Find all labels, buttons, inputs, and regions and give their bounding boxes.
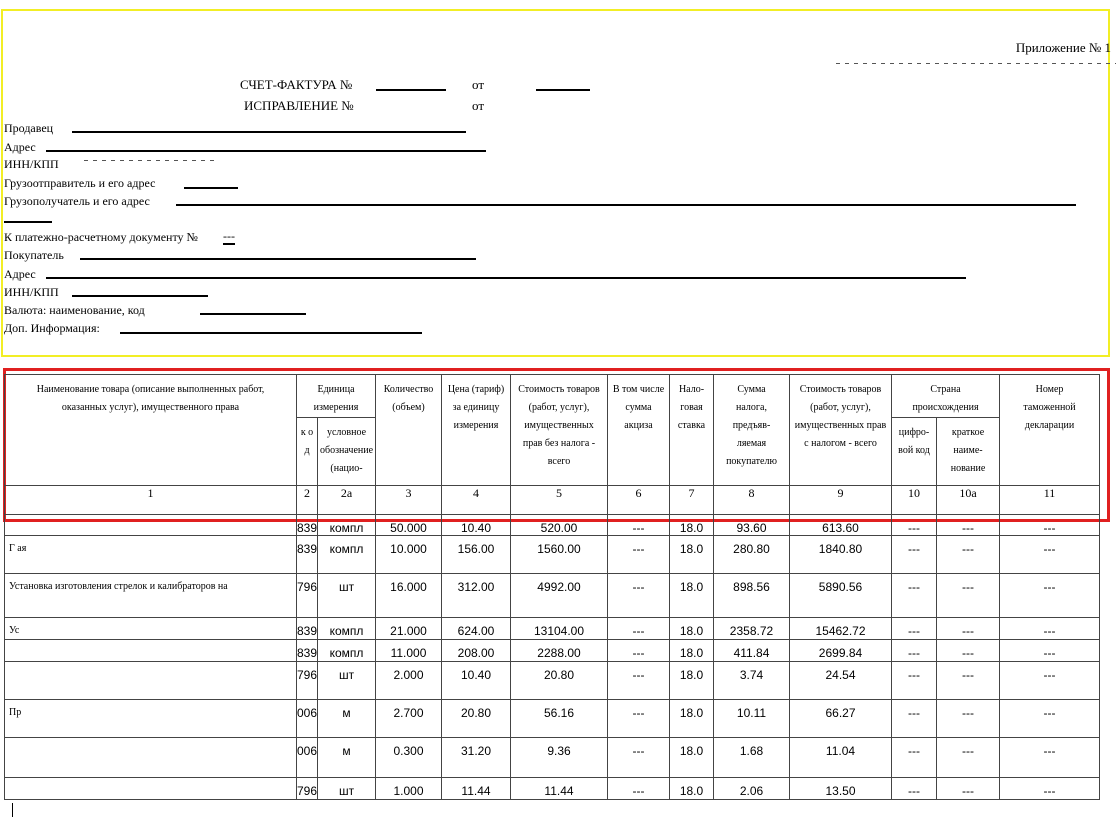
cell-quantity: 2.700 (376, 700, 442, 738)
col-header-country-name: краткое наиме- нование (937, 418, 1000, 486)
invoice-title: СЧЕТ-ФАКТУРА № (240, 77, 353, 92)
cell-unit-code: 796 (297, 778, 318, 800)
cell-unit-symbol: компл (318, 536, 376, 574)
seller-address-value (46, 150, 486, 152)
cell-price: 624.00 (442, 618, 511, 640)
cell-total-amount: 13.50 (790, 778, 892, 800)
col-header-unit-symbol: условное обозначение (нацио- (318, 418, 376, 486)
col-header-rate: Нало- говая ставка (670, 375, 714, 486)
buyer-inn-kpp-value (72, 295, 208, 297)
col-header-declaration: Номер таможенной декларации (1000, 375, 1100, 486)
col-header-unit-code: к о д (297, 418, 318, 486)
cell-unit-code: 796 (297, 574, 318, 618)
table-row (5, 700, 1100, 738)
cell-amount: 13104.00 (511, 618, 608, 640)
text-cursor (12, 803, 13, 817)
consignee-value-line2 (4, 221, 52, 223)
redacted-appendix-subtitle (836, 63, 1116, 64)
cell-country-name: --- (937, 778, 1000, 800)
cell-declaration-number: --- (1000, 574, 1100, 618)
cell-country-code: --- (892, 738, 937, 778)
cell-tax-rate: 18.0 (670, 778, 714, 800)
seller-value (72, 131, 466, 133)
cell-price: 312.00 (442, 574, 511, 618)
col-number: 10а (937, 486, 1000, 515)
cell-total-amount: 5890.56 (790, 574, 892, 618)
cell-quantity: 0.300 (376, 738, 442, 778)
col-number: 3 (376, 486, 442, 515)
cell-quantity: 1.000 (376, 778, 442, 800)
cell-unit-symbol: шт (318, 662, 376, 700)
col-header-tax: Сумма налога, предъяв- ляемая покупателю (714, 375, 790, 486)
cell-quantity: 21.000 (376, 618, 442, 640)
cell-tax-rate: 18.0 (670, 536, 714, 574)
cell-country-name: --- (937, 574, 1000, 618)
cell-amount: 9.36 (511, 738, 608, 778)
cell-excise: --- (608, 778, 670, 800)
cell-country-code: --- (892, 515, 937, 536)
currency-value (200, 313, 306, 315)
cell-tax-amount: 10.11 (714, 700, 790, 738)
cell-unit-symbol: компл (318, 640, 376, 662)
table-row (5, 574, 1100, 618)
col-header-price: Цена (тариф) за единицу измерения (442, 375, 511, 486)
cell-tax-rate: 18.0 (670, 662, 714, 700)
col-number: 2 (297, 486, 318, 515)
table-row (5, 515, 1100, 536)
cell-quantity: 2.000 (376, 662, 442, 700)
cell-country-name: --- (937, 662, 1000, 700)
cell-excise: --- (608, 700, 670, 738)
cell-tax-amount: 898.56 (714, 574, 790, 618)
correction-title: ИСПРАВЛЕНИЕ № (244, 98, 354, 113)
cell-tax-amount: 411.84 (714, 640, 790, 662)
cell-declaration-number: --- (1000, 700, 1100, 738)
col-header-qty: Количество (объем) (376, 375, 442, 486)
cell-price: 10.40 (442, 662, 511, 700)
cell-amount: 56.16 (511, 700, 608, 738)
table-row (5, 738, 1100, 778)
col-number: 9 (790, 486, 892, 515)
cell-country-name: --- (937, 738, 1000, 778)
table-row (5, 640, 1100, 662)
cell-total-amount: 1840.80 (790, 536, 892, 574)
cell-price: 20.80 (442, 700, 511, 738)
cell-country-code: --- (892, 618, 937, 640)
invoice-rows (5, 515, 1100, 800)
payment-doc-label: К платежно-расчетному документу № (4, 230, 198, 244)
cell-tax-amount: 2.06 (714, 778, 790, 800)
cell-unit-symbol: компл (318, 618, 376, 640)
correction-from-label: от (472, 98, 485, 113)
seller-inn-kpp-value (84, 160, 214, 161)
col-number: 1 (5, 486, 297, 515)
cell-unit-symbol: шт (318, 778, 376, 800)
header-highlight-box (1, 9, 1110, 357)
col-header-sum: Стоимость товаров (работ, услуг), имущественных прав без налога - всего (511, 375, 608, 486)
invoice-table (4, 374, 1100, 800)
currency-label: Валюта: наименование, код (4, 303, 145, 317)
cell-unit-code: 796 (297, 662, 318, 700)
cell-tax-rate: 18.0 (670, 618, 714, 640)
col-header-excise: В том числе сумма акциза (608, 375, 670, 486)
cell-item-name: Установка изготовления стрелок и калибраторов на (5, 574, 297, 618)
buyer-inn-kpp-label: ИНН/КПП (4, 285, 59, 299)
cell-declaration-number: --- (1000, 738, 1100, 778)
consignee-value-line1 (176, 204, 1076, 206)
cell-country-code: --- (892, 700, 937, 738)
col-number: 11 (1000, 486, 1100, 515)
col-header-name: Наименование товара (описание выполненных работ, оказанных услуг), имущественного права (5, 375, 297, 486)
col-number: 7 (670, 486, 714, 515)
cell-unit-code: 839 (297, 515, 318, 536)
col-number: 4 (442, 486, 511, 515)
column-number-row (5, 486, 1100, 515)
col-number: 8 (714, 486, 790, 515)
cell-unit-symbol: м (318, 700, 376, 738)
cell-total-amount: 66.27 (790, 700, 892, 738)
col-header-total: Стоимость товаров (работ, услуг), имущественных прав с налогом - всего (790, 375, 892, 486)
cell-quantity: 11.000 (376, 640, 442, 662)
table-row (5, 662, 1100, 700)
cell-quantity: 16.000 (376, 574, 442, 618)
cell-price: 156.00 (442, 536, 511, 574)
cell-tax-rate: 18.0 (670, 640, 714, 662)
cell-country-name: --- (937, 536, 1000, 574)
cell-country-name: --- (937, 640, 1000, 662)
cell-excise: --- (608, 640, 670, 662)
seller-address-label: Адрес (4, 140, 36, 154)
cell-item-name: Ус (5, 618, 297, 640)
cell-declaration-number: --- (1000, 662, 1100, 700)
cell-excise: --- (608, 662, 670, 700)
extra-info-value (120, 332, 422, 334)
invoice-number-value (376, 80, 446, 91)
cell-tax-rate: 18.0 (670, 738, 714, 778)
cell-total-amount: 24.54 (790, 662, 892, 700)
seller-inn-kpp-label: ИНН/КПП (4, 157, 59, 171)
cell-price: 10.40 (442, 515, 511, 536)
col-header-country: Страна происхождения (892, 375, 1000, 418)
cell-excise: --- (608, 618, 670, 640)
col-number: 10 (892, 486, 937, 515)
col-number: 6 (608, 486, 670, 515)
seller-label: Продавец (4, 121, 54, 135)
cell-unit-code: 006 (297, 700, 318, 738)
cell-declaration-number: --- (1000, 536, 1100, 574)
cell-excise: --- (608, 574, 670, 618)
cell-declaration-number: --- (1000, 640, 1100, 662)
cell-total-amount: 613.60 (790, 515, 892, 536)
cell-item-name (5, 738, 297, 778)
consignee-label: Грузополучатель и его адрес (4, 194, 150, 208)
cell-amount: 520.00 (511, 515, 608, 536)
cell-excise: --- (608, 536, 670, 574)
cell-amount: 1560.00 (511, 536, 608, 574)
shipper-value (184, 187, 238, 189)
cell-total-amount: 11.04 (790, 738, 892, 778)
col-number: 2а (318, 486, 376, 515)
cell-declaration-number: --- (1000, 618, 1100, 640)
cell-total-amount: 15462.72 (790, 618, 892, 640)
cell-item-name (5, 515, 297, 536)
buyer-address-label: Адрес (4, 267, 36, 281)
cell-declaration-number: --- (1000, 778, 1100, 800)
cell-declaration-number: --- (1000, 515, 1100, 536)
buyer-value (80, 258, 476, 260)
cell-tax-rate: 18.0 (670, 515, 714, 536)
cell-item-name (5, 662, 297, 700)
cell-price: 31.20 (442, 738, 511, 778)
payment-doc-value: --- (223, 229, 235, 243)
cell-tax-amount: 3.74 (714, 662, 790, 700)
cell-item-name: Пр (5, 700, 297, 738)
cell-unit-symbol: м (318, 738, 376, 778)
cell-amount: 11.44 (511, 778, 608, 800)
cell-unit-code: 839 (297, 640, 318, 662)
cell-country-code: --- (892, 574, 937, 618)
cell-excise: --- (608, 515, 670, 536)
cell-amount: 2288.00 (511, 640, 608, 662)
invoice-date-value (536, 80, 590, 91)
cell-country-name: --- (937, 700, 1000, 738)
cell-tax-amount: 280.80 (714, 536, 790, 574)
cell-item-name (5, 778, 297, 800)
buyer-label: Покупатель (4, 248, 64, 262)
cell-quantity: 50.000 (376, 515, 442, 536)
table-row (5, 778, 1100, 800)
cell-tax-amount: 1.68 (714, 738, 790, 778)
shipper-label: Грузоотправитель и его адрес (4, 176, 156, 190)
cell-tax-rate: 18.0 (670, 700, 714, 738)
cell-item-name: Г ая (5, 536, 297, 574)
table-row (5, 536, 1100, 574)
cell-country-name: --- (937, 618, 1000, 640)
cell-country-code: --- (892, 778, 937, 800)
appendix-label: Приложение № 1 (1015, 40, 1111, 55)
cell-item-name (5, 640, 297, 662)
table-row (5, 618, 1100, 640)
cell-total-amount: 2699.84 (790, 640, 892, 662)
buyer-address-value (46, 277, 966, 279)
cell-amount: 20.80 (511, 662, 608, 700)
col-header-unit: Единица измерения (297, 375, 376, 418)
cell-amount: 4992.00 (511, 574, 608, 618)
col-number: 5 (511, 486, 608, 515)
cell-tax-rate: 18.0 (670, 574, 714, 618)
cell-price: 11.44 (442, 778, 511, 800)
cell-unit-symbol: шт (318, 574, 376, 618)
cell-country-name: --- (937, 515, 1000, 536)
cell-excise: --- (608, 738, 670, 778)
cell-unit-code: 839 (297, 536, 318, 574)
cell-unit-symbol: компл (318, 515, 376, 536)
extra-info-label: Доп. Информация: (4, 321, 100, 335)
cell-unit-code: 006 (297, 738, 318, 778)
cell-unit-code: 839 (297, 618, 318, 640)
invoice-from-label: от (472, 77, 485, 92)
cell-tax-amount: 2358.72 (714, 618, 790, 640)
cell-price: 208.00 (442, 640, 511, 662)
cell-country-code: --- (892, 640, 937, 662)
cell-quantity: 10.000 (376, 536, 442, 574)
col-header-country-code: цифро- вой код (892, 418, 937, 486)
cell-country-code: --- (892, 662, 937, 700)
cell-country-code: --- (892, 536, 937, 574)
cell-tax-amount: 93.60 (714, 515, 790, 536)
